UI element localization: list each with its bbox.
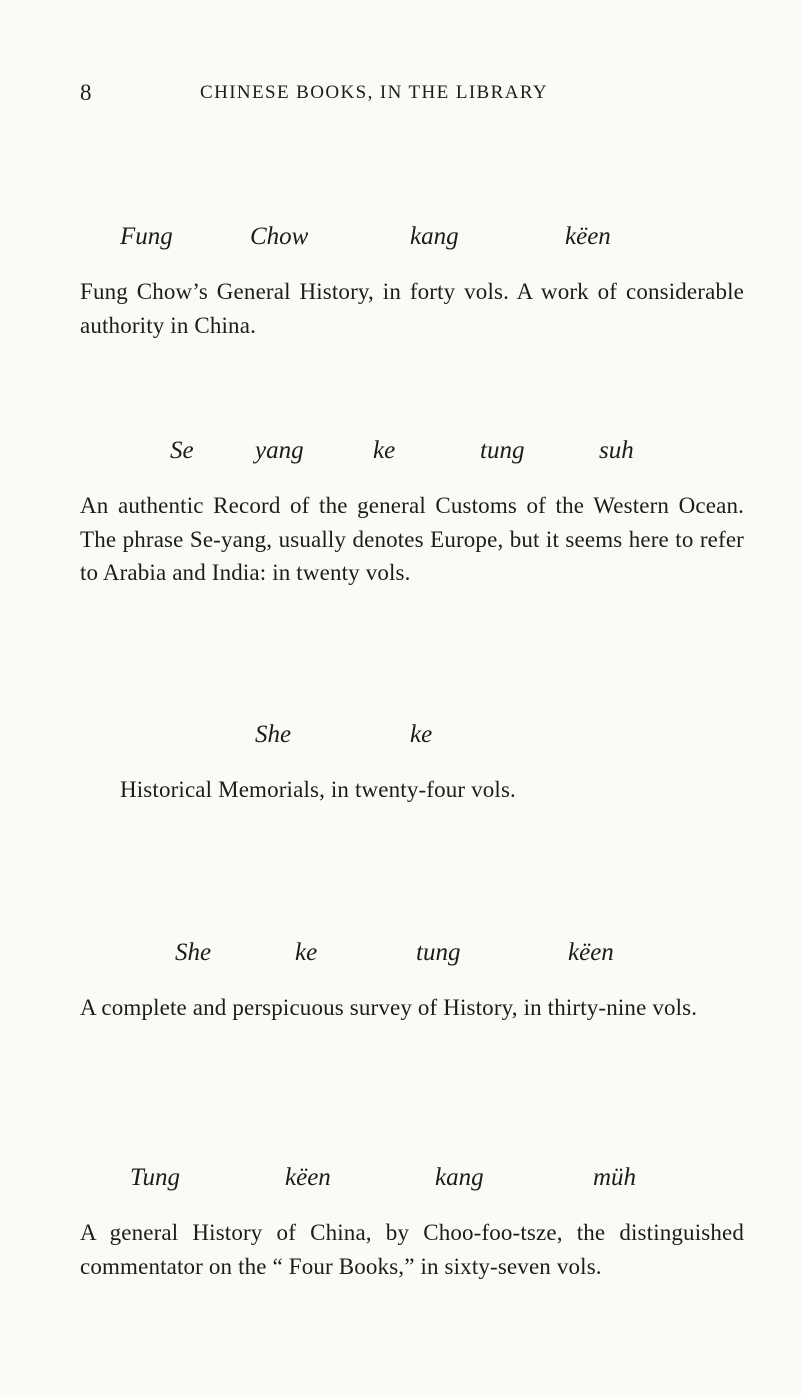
catalogue-entry [80, 939, 744, 1025]
romanized-word: kang [435, 1164, 484, 1191]
romanized-word: yang [255, 437, 304, 464]
romanized-word: tung [416, 939, 461, 966]
romanized-word: ke [410, 721, 433, 748]
catalogue-entry [80, 223, 744, 342]
romanization-line [80, 1164, 744, 1206]
entry-description: A complete and perspicuous survey of History, in thirty-nine vols. [80, 995, 698, 1020]
catalogue-entry [80, 437, 744, 590]
romanized-word: ke [373, 437, 396, 464]
romanization-line [80, 721, 744, 763]
romanized-word: suh [599, 437, 634, 464]
entry-description: Historical Memorials, in twenty-four vols. [120, 777, 516, 802]
romanized-word: Fung [120, 223, 173, 250]
romanized-word: kang [410, 223, 459, 250]
romanized-word: këen [565, 223, 611, 250]
romanized-word: Tung [130, 1164, 181, 1191]
romanized-word: She [255, 721, 292, 748]
page-number: 8 [80, 80, 92, 105]
page-header [80, 80, 730, 110]
romanized-word: Se [170, 437, 194, 464]
entry-description: An authentic Record of the general Customs of the Western Ocean. The phrase Se-yang, usually denotes Europe, but it seems here to refer to Arabia and India: in twenty vols. [80, 493, 744, 585]
catalogue-entry [80, 1164, 744, 1283]
romanized-word: tung [480, 437, 525, 464]
romanized-word: She [175, 939, 212, 966]
romanized-word: ke [295, 939, 318, 966]
romanized-word: Chow [250, 223, 309, 250]
entry-description: Fung Chow’s General History, in forty vols. A work of considerable authority in China. [80, 279, 744, 338]
romanization-line [80, 437, 744, 479]
running-title: CHINESE BOOKS, IN THE LIBRARY [200, 82, 548, 103]
romanization-line [80, 939, 744, 981]
romanized-word: müh [593, 1164, 637, 1191]
entry-description: A general History of China, by Choo-foo-tsze, the distinguished commentator on the “ Four Books,” in sixty-seven vols. [80, 1220, 744, 1279]
romanized-word: këen [568, 939, 614, 966]
romanized-word: këen [285, 1164, 331, 1191]
romanization-line [80, 223, 744, 265]
catalogue-entry [80, 721, 744, 807]
